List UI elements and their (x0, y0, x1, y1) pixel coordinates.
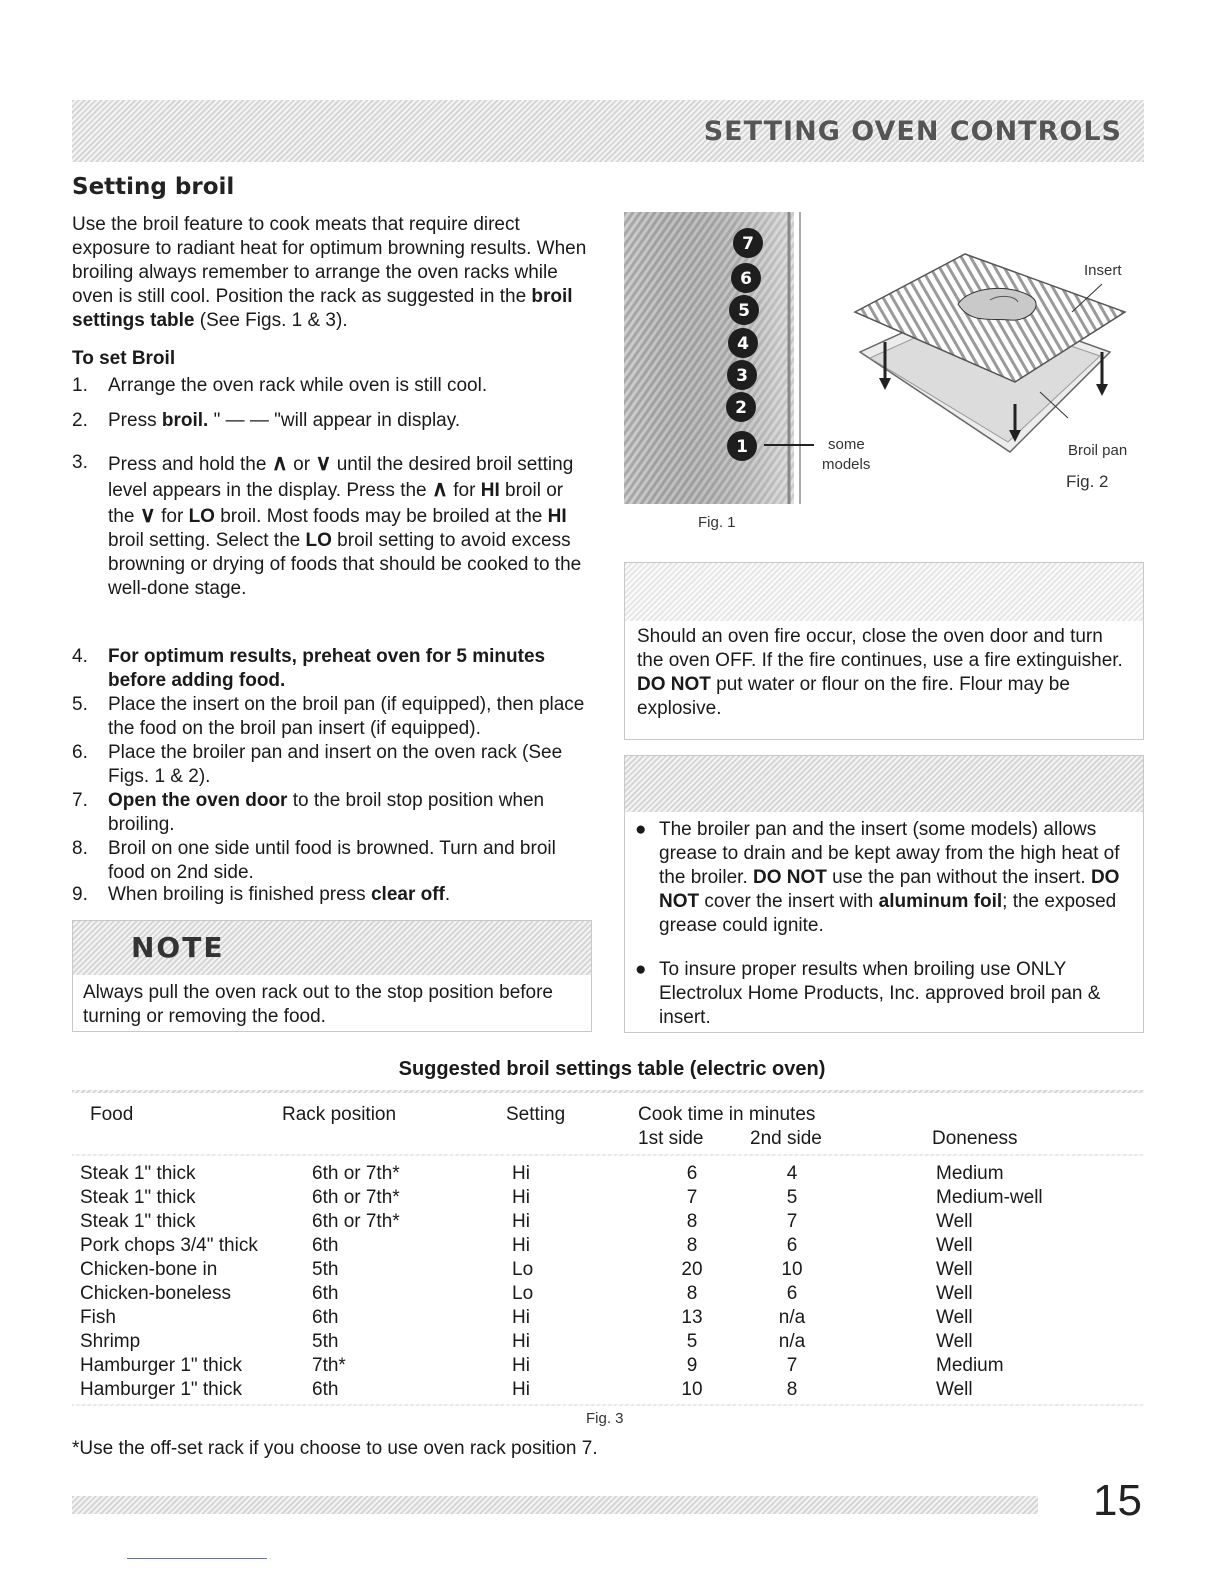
table-body (72, 1162, 1144, 1402)
rack-number-3 (727, 360, 757, 390)
rack-number-7 (733, 228, 763, 258)
svg-text:5: 5 (738, 301, 750, 321)
note-header (73, 921, 591, 975)
table-row (72, 1210, 1144, 1234)
footer-bar (72, 1496, 1038, 1514)
cell-food: Steak 1" thick (80, 1211, 196, 1232)
cell-1st-side: 9 (686, 1355, 698, 1376)
fire-warning-header (625, 563, 1143, 621)
cell-setting: Hi (512, 1187, 530, 1208)
rack-number-5 (729, 295, 759, 325)
fire-warning-box (624, 562, 1144, 740)
step-8: 8. Broil on one side until food is browned. Turn and broil food on 2nd side. (72, 838, 556, 883)
up-arrow-icon: ∧ (271, 450, 288, 475)
note-title: NOTE (131, 931, 225, 964)
cell-1st-side: 13 (681, 1307, 703, 1328)
svg-text:6: 6 (740, 269, 752, 289)
cell-food: Hamburger 1" thick (80, 1355, 242, 1376)
rack-number-1 (727, 431, 757, 461)
cell-1st-side: 5 (686, 1331, 698, 1352)
cell-setting: Lo (512, 1283, 534, 1304)
col-food: Food (90, 1104, 134, 1125)
cell-2nd-side: 6 (786, 1283, 798, 1304)
section-title: Setting broil (72, 174, 235, 200)
col-cook-time: Cook time in minutes (638, 1104, 816, 1125)
table-top-rule (72, 1090, 1144, 1093)
table-row (72, 1330, 1144, 1354)
table-bottom-rule (72, 1404, 1144, 1406)
note-text: Always pull the oven rack out to the stop position before turning or removing the food. (83, 982, 553, 1027)
cell-2nd-side: 4 (786, 1163, 798, 1184)
cell-doneness: Well (936, 1307, 973, 1328)
cell-doneness: Well (936, 1379, 973, 1400)
svg-text:4: 4 (737, 334, 749, 354)
cell-doneness: Well (936, 1235, 973, 1256)
cell-rack: 7th* (312, 1355, 346, 1376)
fig1-label-some: some (828, 436, 865, 453)
footer-underline (127, 1558, 267, 1559)
table-row (72, 1282, 1144, 1306)
cell-rack: 6th or 7th* (312, 1163, 400, 1184)
cell-setting: Hi (512, 1211, 530, 1232)
step-3: 3. Press and hold the ∧ or ∨ until the desired broil setting level appears in the display. Press the ∧ for HI broil or the ∨ for LO broil. Most foods may be broiled at the HI broil setting. Select the LO broil setting to avoid excess browning or drying of foods that should be cooked to the well-done stage. (72, 450, 582, 599)
caution-header (625, 756, 1143, 812)
cell-doneness: Well (936, 1331, 973, 1352)
cell-rack: 6th or 7th* (312, 1187, 400, 1208)
cell-1st-side: 20 (681, 1259, 703, 1280)
cell-2nd-side: 8 (786, 1379, 798, 1400)
table-row (72, 1306, 1144, 1330)
cell-doneness: Medium (936, 1355, 1004, 1376)
fig3-caption: Fig. 3 (586, 1410, 624, 1427)
table-header-rule (72, 1154, 1144, 1156)
cell-1st-side: 8 (686, 1235, 698, 1256)
table-row (72, 1258, 1144, 1282)
down-arrow-icon: ∨ (315, 450, 332, 475)
caution-box (624, 755, 1144, 1033)
cell-setting: Hi (512, 1307, 530, 1328)
fig2-label-broil-pan: Broil pan (1068, 442, 1128, 459)
col-1st-side: 1st side (638, 1128, 704, 1149)
cell-setting: Hi (512, 1355, 530, 1376)
cell-rack: 5th (312, 1259, 339, 1280)
table-title: Suggested broil settings table (electric oven) (398, 1058, 826, 1080)
rack-number-6 (731, 263, 761, 293)
table-header (72, 1104, 1144, 1154)
oven-interior-illustration (624, 212, 814, 504)
col-2nd-side: 2nd side (750, 1128, 822, 1149)
cell-food: Steak 1" thick (80, 1187, 196, 1208)
svg-text:7: 7 (742, 234, 754, 254)
caution-bullet-1: ● The broiler pan and the insert (some models) allows grease to drain and be kept away from the high heat of the broiler. DO NOT use the pan without the insert. DO NOT cover the insert with aluminum foil; the exposed grease could ignite. (635, 819, 1120, 936)
fig2-caption: Fig. 2 (1066, 472, 1109, 491)
cell-setting: Hi (512, 1379, 530, 1400)
cell-setting: Lo (512, 1259, 534, 1280)
cell-2nd-side: 6 (786, 1235, 798, 1256)
down-arrow-icon: ∨ (139, 502, 156, 527)
cell-2nd-side: 10 (781, 1259, 803, 1280)
footnote: *Use the off-set rack if you choose to use oven rack position 7. (72, 1438, 598, 1459)
bullet-icon: ● (635, 819, 647, 840)
table-row (72, 1234, 1144, 1258)
cell-2nd-side: 5 (786, 1187, 798, 1208)
fig1-caption: Fig. 1 (698, 514, 736, 531)
table-row (72, 1378, 1144, 1402)
rack-number-2 (726, 392, 756, 422)
caution-bullet-2: ● To insure proper results when broiling use ONLY Electrolux Home Products, Inc. approved broil pan & insert. (635, 959, 1101, 1028)
col-rack-position: Rack position (282, 1104, 397, 1125)
cell-rack: 6th (312, 1235, 339, 1256)
svg-text:1: 1 (736, 437, 748, 457)
step-1: 1. Arrange the oven rack while oven is still cool. (72, 375, 488, 396)
rack-number-4 (728, 328, 758, 358)
cell-1st-side: 8 (686, 1211, 698, 1232)
cell-rack: 5th (312, 1331, 339, 1352)
cell-setting: Hi (512, 1331, 530, 1352)
cell-doneness: Medium-well (936, 1187, 1043, 1208)
table-row (72, 1354, 1144, 1378)
cell-food: Steak 1" thick (80, 1163, 196, 1184)
table-row (72, 1186, 1144, 1210)
cell-food: Hamburger 1" thick (80, 1379, 242, 1400)
cell-food: Chicken-bone in (80, 1259, 218, 1280)
step-5: 5. Place the insert on the broil pan (if equipped), then place the food on the broil pan insert (if equipped). (72, 694, 585, 739)
step-2: 2. Press broil. " — — "will appear in display. (72, 410, 461, 431)
cell-1st-side: 7 (686, 1187, 698, 1208)
fire-warning-text: Should an oven fire occur, close the oven door and turn the oven OFF. If the fire continues, use a fire extinguisher. DO NOT put water or flour on the fire. Flour may be explosive. (637, 626, 1123, 719)
step-7: 7. Open the oven door to the broil stop position when broiling. (72, 790, 545, 835)
cell-2nd-side: 7 (786, 1211, 798, 1232)
cell-food: Shrimp (80, 1331, 141, 1352)
cell-2nd-side: n/a (778, 1331, 806, 1352)
cell-rack: 6th (312, 1307, 339, 1328)
section-header-bar (72, 100, 1144, 162)
up-arrow-icon: ∧ (431, 476, 448, 501)
svg-text:3: 3 (736, 366, 748, 386)
svg-text:2: 2 (735, 398, 747, 418)
cell-1st-side: 8 (686, 1283, 698, 1304)
table-row (72, 1162, 1144, 1186)
cell-doneness: Well (936, 1283, 973, 1304)
bullet-icon: ● (635, 959, 647, 980)
fig2-label-insert: Insert (1084, 262, 1122, 279)
page-number: 15 (1093, 1476, 1142, 1525)
cell-2nd-side: n/a (778, 1307, 806, 1328)
step-6: 6. Place the broiler pan and insert on the oven rack (See Figs. 1 & 2). (72, 742, 563, 787)
fig1-label-models: models (822, 456, 871, 473)
cell-1st-side: 10 (681, 1379, 703, 1400)
cell-doneness: Well (936, 1259, 973, 1280)
cell-setting: Hi (512, 1235, 530, 1256)
figure-1-rack-positions (624, 212, 814, 504)
col-doneness: Doneness (932, 1128, 1018, 1149)
cell-doneness: Well (936, 1211, 973, 1232)
cell-food: Chicken-boneless (80, 1283, 232, 1304)
step-9: 9. When broiling is finished press clear off. (72, 884, 451, 905)
cell-2nd-side: 7 (786, 1355, 798, 1376)
cell-rack: 6th (312, 1379, 339, 1400)
cell-rack: 6th (312, 1283, 339, 1304)
header-title: SETTING OVEN CONTROLS (703, 116, 1122, 147)
cell-rack: 6th or 7th* (312, 1211, 400, 1232)
cell-doneness: Medium (936, 1163, 1004, 1184)
cell-setting: Hi (512, 1163, 530, 1184)
cell-1st-side: 6 (686, 1163, 698, 1184)
to-set-heading: To set Broil (72, 348, 176, 369)
cell-food: Fish (80, 1307, 116, 1328)
intro-paragraph: Use the broil feature to cook meats that require direct exposure to radiant heat for optimum browning results. When broiling always remember to arrange the oven racks while oven is still cool. Position the rack as suggested in the broil settings table (See Figs. 1 & 3). (72, 214, 587, 331)
col-setting: Setting (506, 1104, 566, 1125)
step-4: 4. For optimum results, preheat oven for 5 minutes before adding food. (72, 646, 546, 691)
cell-food: Pork chops 3/4" thick (80, 1235, 258, 1256)
note-box (72, 920, 592, 1032)
